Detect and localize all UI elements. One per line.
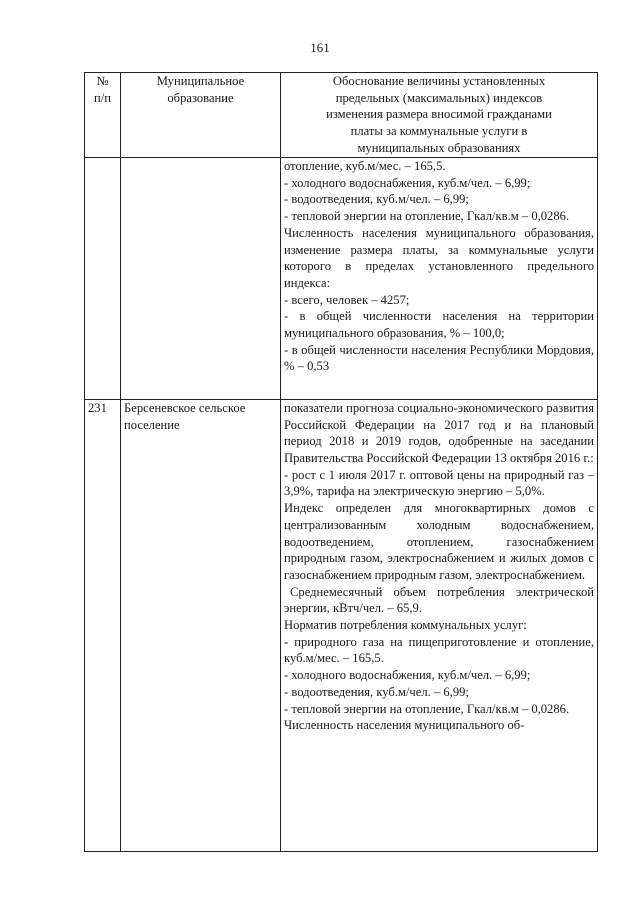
header-municipality: Муниципальное образование bbox=[121, 73, 281, 158]
justification-line: - всего, человек – 4257; bbox=[284, 292, 410, 307]
justification-line: - природного газа на пищеприготовление и отопление, куб.м/мес. – 165,5. bbox=[284, 634, 594, 666]
justification-line: Численность населения муниципального образования, изменение размера платы, за коммунальные услуги которого в пределах установленного предельного индекса: bbox=[284, 225, 594, 290]
table-row bbox=[85, 399, 598, 851]
justification-line: Индекс определен для многоквартирных домов с централизованным холодным водоснабжением, водоотведением, отоплением, газоснабжением природным газом, электроснабжением и жилых домов с газоснабжением природным газом, электроснабжением. bbox=[284, 501, 594, 582]
justification-line: отопление, куб.м/мес. – 165,5. bbox=[284, 159, 446, 173]
table-header-row bbox=[85, 73, 598, 158]
header-num: № п/п bbox=[85, 73, 121, 158]
municipal-index-table bbox=[84, 72, 598, 852]
justification-line: - в общей численности населения Республики Мордовия, % – 0,53 bbox=[284, 342, 594, 374]
justification-line: - холодного водоснабжения, куб.м/чел. – 6,99; bbox=[284, 175, 531, 190]
justification-line: показатели прогноза социально-экономического развития Российской Федерации на 2017 год и на плановый период 2018 и 2019 годов, одобренные на заседании Правительства Российской Федерации 13 октября 2016 г.: bbox=[284, 400, 594, 466]
header-justification: Обоснование величины установленных предельных (максимальных) индексов изменения размера вносимой гражданами платы за коммунальные услуги в муниципальных образованиях bbox=[281, 73, 598, 158]
justification-line: - рост с 1 июля 2017 г. оптовой цены на природный газ – 3,9%, тарифа на электрическую энергию – 5,0%. bbox=[284, 467, 594, 499]
justification-line: - тепловой энергии на отопление, Гкал/кв.м – 0,0286. bbox=[284, 701, 570, 716]
row-num-cell: 231 bbox=[85, 399, 121, 851]
row-num-cell bbox=[85, 158, 121, 400]
justification-line: - холодного водоснабжения, куб.м/чел. – 6,99; bbox=[284, 668, 531, 683]
justification-line: Среднемесячный объем потребления электрической энергии, кВтч/чел. – 65,9. bbox=[284, 584, 594, 616]
justification-line: - в общей численности населения на территории муниципального образования, % – 100,0; bbox=[284, 309, 594, 341]
justification-line: Норматив потребления коммунальных услуг: bbox=[284, 618, 527, 633]
justification-line: Численность населения муниципального об- bbox=[284, 718, 525, 733]
municipality-cell: Берсеневское сельское поселение bbox=[121, 399, 281, 851]
justification-cell bbox=[281, 158, 598, 400]
page-number: 161 bbox=[310, 40, 330, 55]
table-row bbox=[85, 158, 598, 400]
justification-line: - водоотведения, куб.м/чел. – 6,99; bbox=[284, 684, 469, 699]
justification-line: - водоотведения, куб.м/чел. – 6,99; bbox=[284, 192, 469, 207]
justification-cell bbox=[281, 399, 598, 851]
justification-line: - тепловой энергии на отопление, Гкал/кв.м – 0,0286. bbox=[284, 209, 570, 224]
municipality-cell bbox=[121, 158, 281, 400]
